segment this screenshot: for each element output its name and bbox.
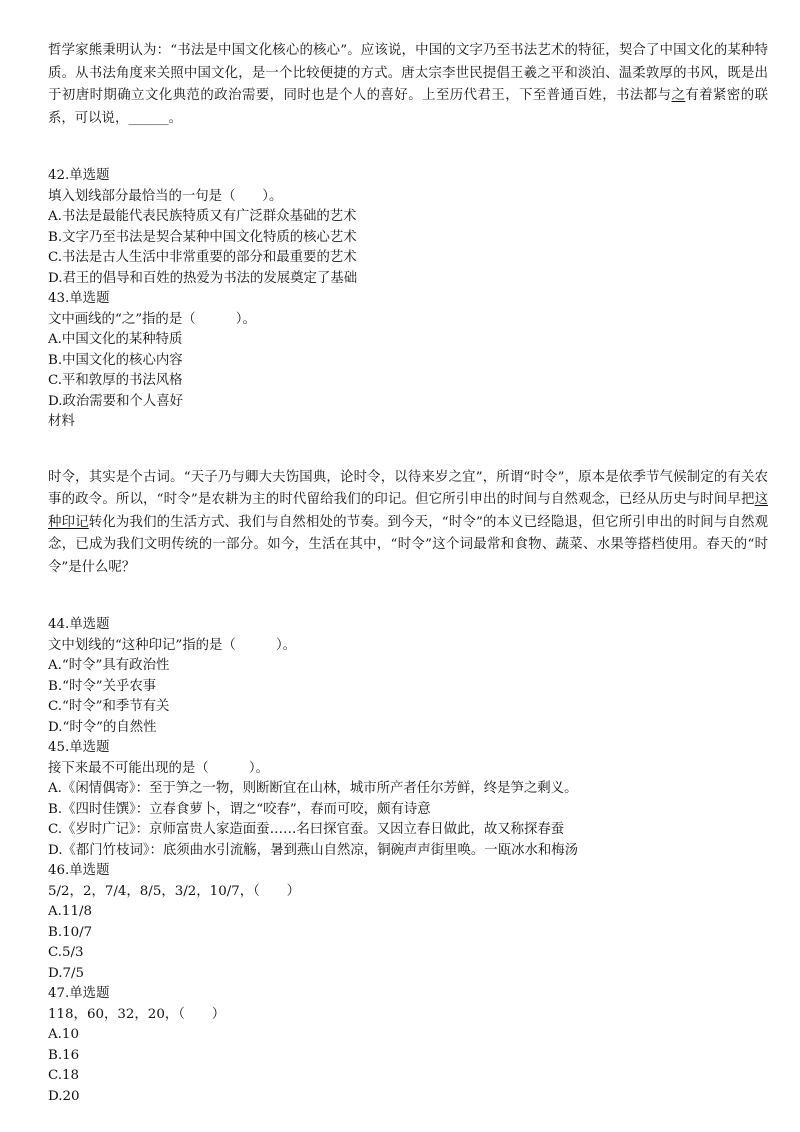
question-43 [48, 289, 768, 412]
question-stem: 接下来最不可能出现的是（ ）。 [48, 760, 269, 776]
document-page [48, 40, 768, 1107]
option-d[interactable]: D.“时令”的自然性 [48, 719, 157, 735]
question-number: 43.单选题 [48, 291, 110, 306]
passage-calligraphy [48, 40, 768, 130]
spacer [48, 579, 768, 615]
question-number: 45.单选题 [48, 740, 110, 755]
passage-text: 时令，其实是个古词。“天子乃与卿大夫饬国典，论时令，以待来岁之宜”，所谓“时令”，原本是依季节气候制定的有关农事的政令。所以，“时令”是农耕为主的时代留给我们的印记。但它所引申出的时间与自然观念，已经从历史与时间早把 [48, 469, 768, 507]
spacer [48, 433, 768, 467]
spacer [48, 130, 768, 166]
underlined-word: 这种印记 [48, 492, 768, 530]
passage-seasonal [48, 467, 768, 580]
option-b[interactable]: B.《四时佳馔》：立春食萝卜，谓之“咬春”，春而可咬，颇有诗意 [48, 801, 431, 817]
option-a[interactable]: A.10 [48, 1027, 79, 1042]
question-stem: 填入划线部分最恰当的一句是（ ）。 [48, 188, 283, 204]
option-b[interactable]: B.16 [48, 1047, 80, 1063]
option-b[interactable]: B.文字乃至书法是契合某种中国文化特质的核心艺术 [48, 229, 357, 245]
option-d[interactable]: D.政治需要和个人喜好 [48, 393, 184, 409]
option-d[interactable]: D.君王的倡导和百姓的热爱为书法的发展奠定了基础 [48, 270, 358, 286]
option-a[interactable]: A.《闲情偶寄》：至于笋之一物，则断断宜在山林，城市所产者任尔芳鲜，终是笋之剩义。 [48, 781, 578, 796]
option-c[interactable]: C.18 [48, 1068, 80, 1083]
question-number: 44.单选题 [48, 617, 110, 632]
question-45 [48, 738, 768, 861]
option-b[interactable]: B.10/7 [48, 924, 93, 940]
option-d[interactable]: D.《都门竹枝词》：底须曲水引流觞，暑到燕山自然凉，铜碗声声街里唤。一瓯冰水和梅汤 [48, 842, 579, 858]
option-a[interactable]: A.“时令”具有政治性 [48, 658, 170, 673]
option-d[interactable]: D.20 [48, 1088, 80, 1104]
passage-text: 有着紧密的联系，可以说，______。 [48, 88, 769, 126]
option-a[interactable]: A.书法是最能代表民族特质又有广泛群众基础的艺术 [48, 209, 357, 224]
option-c[interactable]: C.5/3 [48, 945, 84, 960]
question-number: 46.单选题 [48, 863, 110, 878]
question-number: 42.单选题 [48, 168, 110, 183]
option-b[interactable]: B.“时令”关乎农事 [48, 678, 157, 694]
material-label: 材料 [48, 414, 75, 429]
option-c[interactable]: C.“时令”和季节有关 [48, 699, 170, 714]
question-stem: 5/2，2，7/4，8/5，3/2，10/7，（ ） [48, 883, 300, 899]
option-d[interactable]: D.7/5 [48, 965, 85, 981]
question-number: 47.单选题 [48, 986, 110, 1001]
option-c[interactable]: C.平和敦厚的书法风格 [48, 373, 183, 388]
passage-text: 转化为我们的生活方式、我们与自然相处的节奏。到今天，“时令”的本义已经隐退，但它所引申出的时间与自然观念，已成为我们文明传统的一部分。如今，生活在其中，“时令”这个词最常和食物、蔬菜、水果等搭档使用。春天的“时令”是什么呢？ [48, 514, 768, 575]
question-42 [48, 166, 768, 289]
option-c[interactable]: C.书法是古人生活中非常重要的部分和最重要的艺术 [48, 250, 357, 265]
option-b[interactable]: B.中国文化的核心内容 [48, 352, 183, 368]
question-stem: 118，60，32，20，（ ） [48, 1006, 226, 1022]
question-47 [48, 984, 768, 1107]
option-a[interactable]: A.中国文化的某种特质 [48, 332, 183, 347]
question-44 [48, 615, 768, 738]
question-stem: 文中划线的“这种印记”指的是（ ）。 [48, 637, 297, 653]
underlined-word: 之 [671, 88, 686, 103]
question-46 [48, 861, 768, 984]
option-c[interactable]: C.《岁时广记》：京师富贵人家造面蚕……名曰探官蚕。又因立春日做此，故又称探春蚕 [48, 822, 565, 837]
question-stem: 文中画线的“之”指的是（ ）。 [48, 311, 256, 327]
option-a[interactable]: A.11/8 [48, 904, 92, 919]
passage-text: 哲学家熊秉明认为：“书法是中国文化核心的核心”。应该说，中国的文字乃至书法艺术的特征，契合了中国文化的某种特质。从书法角度来关照中国文化，是一个比较便捷的方式。唐太宗李世民提倡王羲之平和淡泊、温柔敦厚的书风，既是出于初唐时期确立文化典范的政治需要，同时也是个人的喜好。上至历代君王，下至普通百姓，书法都与 [48, 43, 768, 103]
